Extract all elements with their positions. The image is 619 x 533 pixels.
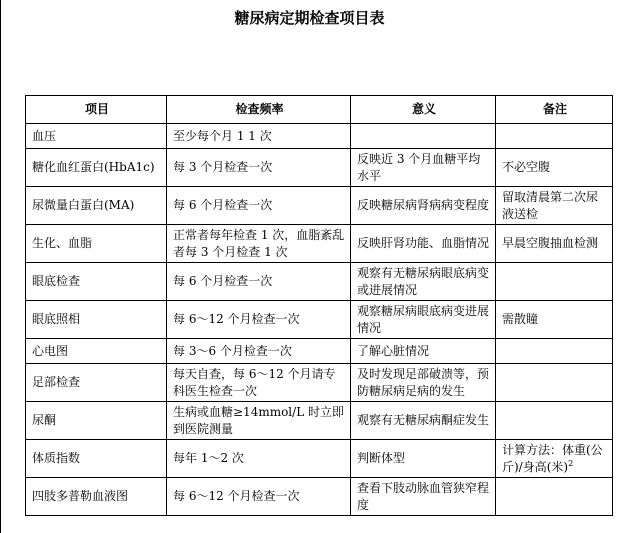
header-item: 项目 bbox=[26, 96, 167, 124]
cell-item: 四肢多普勒血液图 bbox=[26, 478, 167, 516]
cell-frequency: 每天自查，每 6～12 个月请专科医生检查一次 bbox=[167, 364, 351, 402]
table-row bbox=[26, 124, 613, 149]
table-row bbox=[26, 402, 613, 440]
table-row bbox=[26, 339, 613, 364]
cell-meaning: 反映肝肾功能、血脂情况 bbox=[351, 225, 496, 263]
cell-item: 眼底检查 bbox=[26, 263, 167, 301]
cell-meaning bbox=[351, 124, 496, 149]
header-meaning: 意义 bbox=[351, 96, 496, 124]
cell-meaning: 反映糖尿病肾病病变程度 bbox=[351, 187, 496, 225]
table-row bbox=[26, 225, 613, 263]
page-left-border bbox=[0, 0, 1, 533]
table-row bbox=[26, 149, 613, 187]
cell-note: 不必空腹 bbox=[496, 149, 613, 187]
cell-frequency: 至少每个月 1 1 次 bbox=[167, 124, 351, 149]
table-row bbox=[26, 440, 613, 478]
cell-note-text: 计算方法：体重(公斤)/身高(米) bbox=[502, 442, 603, 474]
cell-frequency: 每 3～6 个月检查一次 bbox=[167, 339, 351, 364]
cell-note bbox=[496, 364, 613, 402]
cell-frequency: 生病或血糖≥14mmol/L 时立即到医院测量 bbox=[167, 402, 351, 440]
cell-frequency: 每 6 个月检查一次 bbox=[167, 187, 351, 225]
cell-meaning: 观察有无糖尿病酮症发生 bbox=[351, 402, 496, 440]
cell-note bbox=[496, 402, 613, 440]
cell-meaning: 观察有无糖尿病眼底病变或进展情况 bbox=[351, 263, 496, 301]
cell-meaning: 查看下肢动脉血管狭窄程度 bbox=[351, 478, 496, 516]
cell-item: 尿微量白蛋白(MA) bbox=[26, 187, 167, 225]
cell-item: 血压 bbox=[26, 124, 167, 149]
cell-frequency: 每 6 个月检查一次 bbox=[167, 263, 351, 301]
table-row bbox=[26, 364, 613, 402]
cell-frequency: 每 6～12 个月检查一次 bbox=[167, 478, 351, 516]
cell-item: 生化、血脂 bbox=[26, 225, 167, 263]
table-row bbox=[26, 301, 613, 339]
cell-frequency: 正常者每年检查 1 次，血脂紊乱者每 3 个月检查 1 次 bbox=[167, 225, 351, 263]
cell-meaning: 了解心脏情况 bbox=[351, 339, 496, 364]
cell-note bbox=[496, 478, 613, 516]
header-frequency: 检查频率 bbox=[167, 96, 351, 124]
cell-note bbox=[496, 339, 613, 364]
cell-note bbox=[496, 440, 613, 478]
cell-frequency: 每 3 个月检查一次 bbox=[167, 149, 351, 187]
cell-frequency: 每 6～12 个月检查一次 bbox=[167, 301, 351, 339]
table-row bbox=[26, 263, 613, 301]
checkup-table bbox=[25, 95, 613, 516]
cell-item: 糖化血红蛋白(HbA1c) bbox=[26, 149, 167, 187]
cell-note bbox=[496, 124, 613, 149]
cell-meaning: 及时发现足部破溃等，预防糖尿病足病的发生 bbox=[351, 364, 496, 402]
cell-item: 眼底照相 bbox=[26, 301, 167, 339]
cell-meaning: 反映近 3 个月血糖平均水平 bbox=[351, 149, 496, 187]
cell-item: 足部检查 bbox=[26, 364, 167, 402]
cell-note: 需散瞳 bbox=[496, 301, 613, 339]
header-note: 备注 bbox=[496, 96, 613, 124]
cell-note: 早晨空腹抽血检测 bbox=[496, 225, 613, 263]
table-header-row bbox=[26, 96, 613, 124]
cell-item: 体质指数 bbox=[26, 440, 167, 478]
cell-item: 心电图 bbox=[26, 339, 167, 364]
superscript-exponent: 2 bbox=[568, 458, 574, 468]
table-row bbox=[26, 478, 613, 516]
cell-frequency: 每年 1～2 次 bbox=[167, 440, 351, 478]
cell-note bbox=[496, 263, 613, 301]
cell-meaning: 观察糖尿病眼底病变进展情况 bbox=[351, 301, 496, 339]
table-row bbox=[26, 187, 613, 225]
cell-meaning: 判断体型 bbox=[351, 440, 496, 478]
page-title: 糖尿病定期检查项目表 bbox=[234, 9, 385, 27]
cell-item: 尿酮 bbox=[26, 402, 167, 440]
cell-note: 留取清晨第二次尿液送检 bbox=[496, 187, 613, 225]
